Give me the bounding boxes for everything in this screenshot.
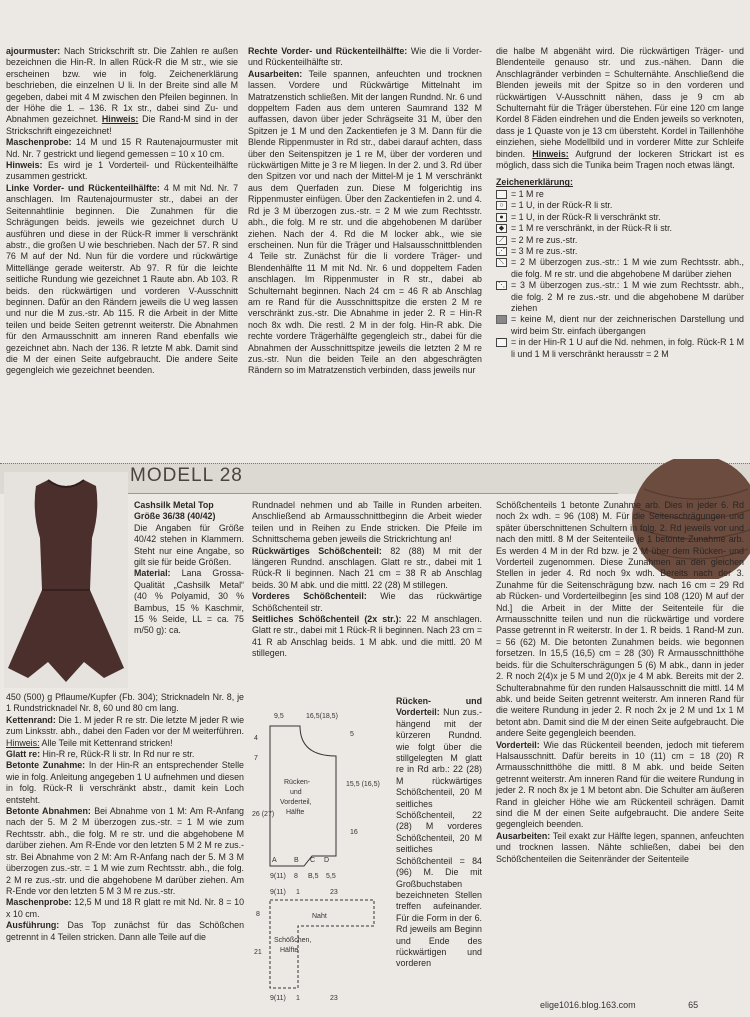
legend-title: Zeichenerklärung: bbox=[496, 177, 573, 188]
shape1-line2: und bbox=[290, 789, 302, 796]
column-model-left bbox=[6, 692, 244, 943]
paragraph-maschenprobe: Maschenprobe: 14 M und 15 R Rautenajourmuster mit Nd. Nr. 7 gestrickt und liegend gemessen = 10 x 10 cm. bbox=[6, 137, 238, 159]
label-5: 5 bbox=[350, 731, 354, 738]
legend-item bbox=[496, 189, 744, 200]
legend-symbol-icon: ● bbox=[496, 213, 507, 222]
column-model-intro bbox=[134, 500, 244, 637]
column-model-right bbox=[496, 500, 744, 865]
paragraph-vorderteil: Vorderteil: Wie das Rückenteil beenden, jedoch mit tieferem Halsausschnitt. Dafür bereits in 10 (11) cm = 18 (20) R Armausschnitthöhe die mittl. 8 M abk. und beide Seiten getrennt weiterstr. Am inneren Rand für die weitere Rundung in jeder 2. R noch 8x je 1 M betont abn. Die Schulter am äußeren Rand in gleicher Höhe wie am Rückenteil schrägen. Damit sind die M der einen Seite aufgebraucht. Die andere Seite gegengleich beenden. bbox=[496, 739, 745, 830]
legend-item bbox=[496, 200, 744, 211]
label-p-left-21: 21 bbox=[254, 949, 262, 956]
letter-c: C bbox=[310, 857, 316, 864]
legend-item bbox=[496, 314, 744, 337]
page-footer bbox=[540, 1000, 698, 1010]
paragraph-zunahmen: Schößchenteils 1 betonte Zunahme arb. Dies in jeder 6. Rd noch 2x wdh. = 96 (108) M. Für die Seitenschrägungen und später überschnittenen Schultern in folg. 2. Rd jeweils vor und nach den mittl. 8 M der Seitenteile je 1 betonte Zunahme arb. Es werden 4 M in der Rd bzw. je 2 M über dem Rücken- und Vorderteil zugenommen. Diese Zunahmen an den gleichen Stellen in jeder 4. Rd noch 9x wdh. Bereits nach der 3. Zunahme für die Seitenschrägung bzw. nach 16 cm = 29 Rd ab Rücken- und Vorderteilbeginn [es sind 108 (120) M auf der Nd.] die Arbeit in der Mitte der Seitenteile für die Armausschnitte teilen und nun die rückwärtige und vordere Passe getrennt in R weiterstr. In der 1. R beids. 1 Rand-M zun. = 56 (62) M. Die betonten Zunahmen beids. wie begonnen forsetzen. In 15,5 (16,5) cm = 28 (30) R Armausschnitthöhe beids. für die Schulterschrägungen 5 (6) M abk., dann in jeder 2. R noch 2(4)x je 5 M und 2(0)x je 4 M abk. Bereits mit der 2. Schulterabnahme für den runden Halsausschnitt die mittl. 14 M abk. und beide Seiten getrennt weiterstr. Am inneren Rand für die weitere Rundung in jeder 2. R noch 2x je 2 M und 1x 1 M betont abn. Damit sind die M der einen Seite aufgebraucht. Die andere Seite gegengleich beenden. bbox=[496, 500, 744, 739]
legend-symbol-icon: ⟋ bbox=[496, 236, 507, 245]
label-bottom-8: 8 bbox=[294, 873, 298, 880]
legend-symbol-icon: ⋰ bbox=[498, 247, 505, 255]
label-9-5: 9,5 bbox=[274, 713, 284, 720]
legend-symbol-icon: ⌒ bbox=[498, 339, 505, 347]
paragraph-linke-haelfte: Linke Vorder- und Rückenteilhälfte: 4 M mit Nd. Nr. 7 anschlagen. Im Rautenajourmuster str., dabei an der Seitennahtlinie beginnen. Die Zunahmen für die Schrägungen beids. jeweils wie gezeichnet durch U ausführen und diese in der Rück-R immer li verschränkt abstr., die großen U wie beschrieben. Nach der 57. R sind 76 M auf der Nd. Nun für die vordere und rückwärtige Mittellänge gerade weiterstr. Ab 97. R für die leichte seitliche Rundung wie gezeichnet 1 Raute abn. Ab 103. R beids. den rückwärtigen und vorderen V-Ausschnitt beginnen. Dafür an den Rändern jeweils die U weg lassen und nur die M zus.-str. Ab 115. R die Arbeit in der Mitte teilen und beide Seiten getrennt weiterstr. Die Abnahmen für den Armausschnitt am inneren Rand ebenfalls wie gezeichnet abn. Nach der 136. R letzte M abk. Damit sind die M der einen Seite aufgebraucht. Die andere Seite gegengleich wie gezeichnet beenden. bbox=[6, 182, 239, 376]
label-16-5: 16,5(18,5) bbox=[306, 713, 338, 720]
footer-url: elige1016.blog.163.com bbox=[540, 1000, 636, 1010]
legend-item bbox=[496, 223, 744, 234]
paragraph-glatt-re: Glatt re: Hin-R re, Rück-R li str. In Rd nur re str. bbox=[6, 749, 195, 760]
shape2-line1: Schößchen, bbox=[274, 937, 312, 944]
label-26: 26 (27) bbox=[252, 811, 275, 818]
paragraph-hinweis: Hinweis: Es wird je 1 Vorderteil- und Rückenteilhälfte zusammen gestrickt. bbox=[6, 160, 239, 182]
label-p-top-9-11: 9(11) bbox=[270, 889, 286, 896]
label-naht: Naht bbox=[312, 913, 327, 920]
letter-d: D bbox=[324, 857, 330, 864]
paragraph-ausfuehrung: Ausführung: Das Top zunächst für das Schößchen getrennt in 4 Teilen stricken. Dann alle Teile auf die bbox=[6, 920, 245, 942]
label-15-5: 15,5 (16,5) bbox=[346, 781, 380, 788]
model-size: Größe 36/38 (40/42) bbox=[134, 511, 216, 522]
paragraph-betonte-zunahme: Betonte Zunahme: In der Hin-R an entsprechender Stelle wie in folg. Anleitung angegeben 1 U aufnehmen und diesen in folg. Rück-R li verschränkt abstr., damit kein Loch entsteht. bbox=[6, 760, 244, 805]
legend-symbol-icon: ⋱ bbox=[498, 282, 505, 290]
paragraph-betonte-abnahmen: Betonte Abnahmen: Bei Abnahme von 1 M: Am R-Anfang nach der 5. M 2 M überzogen zus.-str. = 1 M wie zum Rechtsstr. abh., die folg. M re str. und die abgehobene M darüber ziehen. Am R-Ende vor den letzten 5 M 2 M re zus.-str. Bei Abnahme von 2 M: Am R-Anfang nach der 5. M 3 M überzogen zus.-str. = 1 M wie zum Rechtsstr. abh., die folg. 2 M re zus.-str. und die abgehobene M darüber ziehen. Am R-Ende vor den letzten 5 M 3 M re zus.-str. bbox=[6, 806, 244, 896]
legend-item bbox=[496, 212, 744, 223]
label-p-bottom-23: 23 bbox=[330, 995, 338, 1002]
paragraph-seit-schoesschen: Seitliches Schößchenteil (2x str.): 22 M anschlagen. Glatt re str., dabei mit 1 Rück-R li beginnen. Nach 23 cm = 41 R ab Anschlag beids. 1 M abk. und die mittl. 20 M stillegen. bbox=[252, 614, 483, 659]
shape2-line2: Hälfte bbox=[280, 947, 299, 954]
schematic-body bbox=[252, 713, 380, 880]
dress-photo bbox=[4, 472, 128, 688]
label-bottom-9-11: 9(11) bbox=[270, 873, 286, 880]
label-16: 16 bbox=[350, 829, 358, 836]
legend-item bbox=[496, 257, 744, 280]
letter-b: B bbox=[294, 857, 299, 864]
shape1-line3: Vorderteil, bbox=[280, 799, 312, 806]
column-top-left bbox=[6, 46, 238, 377]
shape1-line4: Hälfte bbox=[286, 809, 305, 816]
model-material-cont: 450 (500) g Pflaume/Kupfer (Fb. 304); Stricknadeln Nr. 8, je 1 Rundstricknadel Nr. 8, 60 und 80 cm lang. bbox=[6, 692, 244, 714]
legend-text: = 2 M re zus.-str. bbox=[511, 234, 578, 245]
model-intro: Die Angaben für Größe 40/42 stehen in Klammern. Steht nur eine Angabe, so gilt sie für beide Größen. bbox=[134, 522, 244, 568]
paragraph-ausarbeiten-2: Ausarbeiten: Teil exakt zur Hälfte legen, spannen, anfeuchten und trocknen lassen. Nähte schließen, dabei bei den Schößchenteilen die Seitenränder der Seitenteile bbox=[496, 830, 744, 864]
model-material: Material: Lana Grossa-Qualität „Cashsilk Metal“ (40 % Polyamid, 30 % Bambus, 15 % Kaschmir, 15 % Seide, LL = ca. 75 m/50 g): ca. bbox=[134, 568, 244, 636]
paragraph-maschenprobe-2: Maschenprobe: 12,5 M und 18 R glatt re mit Nd. Nr. 8 = 10 x 10 cm. bbox=[6, 897, 245, 919]
label-p-top-1: 1 bbox=[296, 889, 300, 896]
paragraph-kettenrand: Kettenrand: Die 1. M jeder R re str. Die letzte M jeder R wie zum Linksstr. abh., dabei den Faden vor der M weiterführen. Hinweis: Alle Teile mit Kettenrand stricken! bbox=[6, 714, 245, 748]
column-top-right bbox=[496, 46, 744, 360]
paragraph-ausarbeiten-cont: die halbe M abgenäht wird. Die rückwärtigen Träger- und Blendenteile genauso str. und zus.-nähen. Dann die Anschlagränder verbinden = Schulternähte. Anschließend die Blenden jeweils mit der Spitze so in den vorderen und rückwärtigen V-Ausschnitt nähen, dass je 9 cm ab Schulternaht für die Träger überstehen. Für eine 120 cm lange Kordel 8 Fäden eindrehen und die Enden jeweils so verknoten, dass je 1 Quaste von je 13 cm übersteht. Kordel in Taillenhöhe einziehen, siehe Modellbild und in vorderer Mitte zur Schleife binden. Hinweis: Aufgrund der lockeren Strickart ist es möglich, dass sich die Tunika beim Tragen noch etwas längt. bbox=[496, 46, 745, 171]
legend-symbol-icon: ⟍ bbox=[496, 258, 507, 267]
legend-symbol-icon bbox=[496, 315, 507, 324]
label-p-left-8: 8 bbox=[256, 911, 260, 918]
shape1-line1: Rücken- bbox=[284, 779, 311, 786]
legend-text: = in der Hin-R 1 U auf die Nd. nehmen, in folg. Rück-R 1 M li und 1 M li verschränkt herausstr = 2 M bbox=[511, 337, 744, 359]
model-title: MODELL 28 bbox=[130, 465, 243, 486]
legend-text: = 3 M überzogen zus.-str.: 1 M wie zum Rechtsstr. abh., die folg. 2 M re zus.-str. und die abgehobene M darüber ziehen bbox=[511, 280, 744, 313]
legend-symbol-icon bbox=[496, 190, 507, 199]
legend-text: = keine M, dient nur der zeichnerischen Darstellung und wird beim Str. einfach übergangen bbox=[511, 314, 744, 336]
paragraph-ajourmuster: ajourmuster: Nach Strickschrift str. Die Zahlen re außen bezeichnen die Hin-R. In allen Rück-R die M str., wie sie erscheinen bzw. wie in folg. Zeichenerklärung beschrieben, die einzelnen U li. In der Breite sind alle M gegeben, dabei mit 4 M zwischen den Pfeilen beginnen. In der Höhe die 1. – 136. R 1x str., dabei sind Zu- und Abnahmen gezeichnet. Hinweis: Die Rand-M sind in der Strickschrift eingezeichnet! bbox=[6, 46, 239, 136]
legend-text: = 1 U, in der Rück-R li verschränkt str. bbox=[511, 211, 661, 222]
legend-text: = 2 M überzogen zus.-str.: 1 M wie zum Rechtsstr. abh., die folg. M re str. und die abgehobene M darüber ziehen bbox=[511, 257, 744, 279]
legend-symbol-icon: ◆ bbox=[496, 224, 507, 233]
model-divider bbox=[128, 493, 618, 494]
page-number: 65 bbox=[688, 1000, 699, 1010]
paragraph-vord-schoesschen: Vorderes Schößchenteil: Wie das rückwärtige Schößchenteil str. bbox=[252, 591, 482, 613]
schematic-peplum bbox=[254, 889, 374, 1002]
paragraph-rundnadel: Rundnadel nehmen und ab Taille in Runden arbeiten. Anschließend ab Armausschnittbeginn die Arbeit wieder teilen und in Reihen zu Ende stricken. Die Pfeile im Schnittschema geben jeweils die Strickrichtung an! bbox=[252, 500, 482, 545]
legend-text: = 1 M re bbox=[511, 188, 544, 199]
paragraph-rechte-haelfte: Rechte Vorder- und Rückenteilhälfte: Wie die li Vorder- und Rückenteilhälfte str. bbox=[248, 46, 482, 68]
letter-a: A bbox=[272, 857, 277, 864]
legend-text: = 1 M re verschränkt, in der Rück-R li str. bbox=[511, 223, 673, 234]
label-4: 4 bbox=[254, 735, 258, 742]
label-bottom-b5: B,5 bbox=[308, 873, 319, 880]
legend-item bbox=[496, 280, 744, 314]
body-outline bbox=[270, 726, 336, 866]
label-p-top-23: 23 bbox=[330, 889, 338, 896]
paragraph-rueck-schoesschen: Rückwärtiges Schößchenteil: 82 (88) M mit der längeren Rundnd. anschlagen. Glatt re str., dabei mit 1 Rück-R li beginnen. Nach 21 cm = 38 R ab Anschlag beids. 30 M abk. und die mittl. 22 (28) M stillegen. bbox=[252, 545, 482, 590]
label-p-bottom-1: 1 bbox=[296, 995, 300, 1002]
model-name: Cashsilk Metal Top bbox=[134, 500, 214, 510]
legend-item bbox=[496, 337, 744, 360]
paragraph-ruecken-vorderteil: Rücken- und Vorderteil: Nun zus.-hängend mit der kürzeren Rundnd. wie folgt über die stillgelegten M glatt re in Rd arb.: 22 (28) M rückwärtiges Schößchenteil, 20 M seitliches Schößchenteil, 22 (28) M vorderes Schößchenteil, 20 M seitliches Schößchenteil = 84 (96) M. Die mit Großbuchstaben bezeichneten Stellen treffen aufeinander. Für die Form in der 6. Rd jeweils am Beginn und Ende des rückwärtigen und vorderen bbox=[396, 696, 482, 969]
column-model-middle bbox=[252, 500, 482, 660]
legend-text: = 3 M re zus.-str. bbox=[511, 245, 578, 256]
column-top-middle bbox=[248, 46, 482, 377]
label-7: 7 bbox=[254, 755, 258, 762]
label-p-bottom-9-11: 9(11) bbox=[270, 995, 286, 1002]
column-model-middle-narrow bbox=[396, 696, 482, 970]
legend-text: = 1 U, in der Rück-R li str. bbox=[511, 200, 613, 211]
legend-list bbox=[496, 189, 744, 360]
label-bottom-5-5: 5,5 bbox=[326, 873, 336, 880]
paragraph-ausarbeiten: Ausarbeiten: Teile spannen, anfeuchten und trocknen lassen. Vordere und Rückwärtige Mittelnaht im Matratzenstich schließen. Mit der langen Rundnd. Nr. 6 und doppeltem Faden aus dem unteren Saumrand 132 M auffassen, davon über jeder Schrägseite 31 M, über den Spitzen je 1 M und den Zackentiefen je 3 M. Dann für die Blende Rippenmuster in Rd str., dabei darauf achten, dass über den Seitenspitzen je 1 re M, über der vorderen und rückwärtigen Mitte je 3 re M liegen. In der 2. und 3. Rd über den Spitzen vor und nach der Mittel-M je 1 M verschränkt aus dem Querfaden zun. Diese M folgerichtig ins Rippenmuster einfügen. Über den Zackentiefen in 2. und 4. Rd je 3 M überzogen zus.-str. = 2 M wie zum Rechtsstr. abh., die folg. M re str. und die abgehobenen M darüber ziehen. Nach der 4. Rd die M locker abk., wie sie erscheinen. Nun für die Träger und Halsausschnittblenden 4 Teile str. Zunächst für die li vordere Träger- und Blendenhälfte 11 M mit Nd. Nr. 6 und doppeltem Faden anschlagen. Im Rippenmuster in R str., dabei ab Schulternaht beginnen. Nach 24 cm = 46 R ab Anschlag am re Rand für die Ausschnittspitze die ersten 2 M re verschränkt zus.-str. Die Abnahme in jeder 2. R = Hin-R noch 8x wdh. Die restl. 2 M in der folg. Hin-R abk. Die rechte vordere Trägerhälfte gegengleich str., dabei für die Abnahmen der Ausschnittspitze jeweils die letzten 2 M re zus.-str. Nun die beiden Teile an den abgeschrägten Rändern so im Matratzenstich verbinden, dass jeweils nur bbox=[248, 68, 482, 376]
legend-item bbox=[496, 235, 744, 246]
pattern-schematic bbox=[250, 706, 390, 1006]
legend-item bbox=[496, 246, 744, 257]
legend-symbol-icon: ○ bbox=[496, 201, 507, 210]
